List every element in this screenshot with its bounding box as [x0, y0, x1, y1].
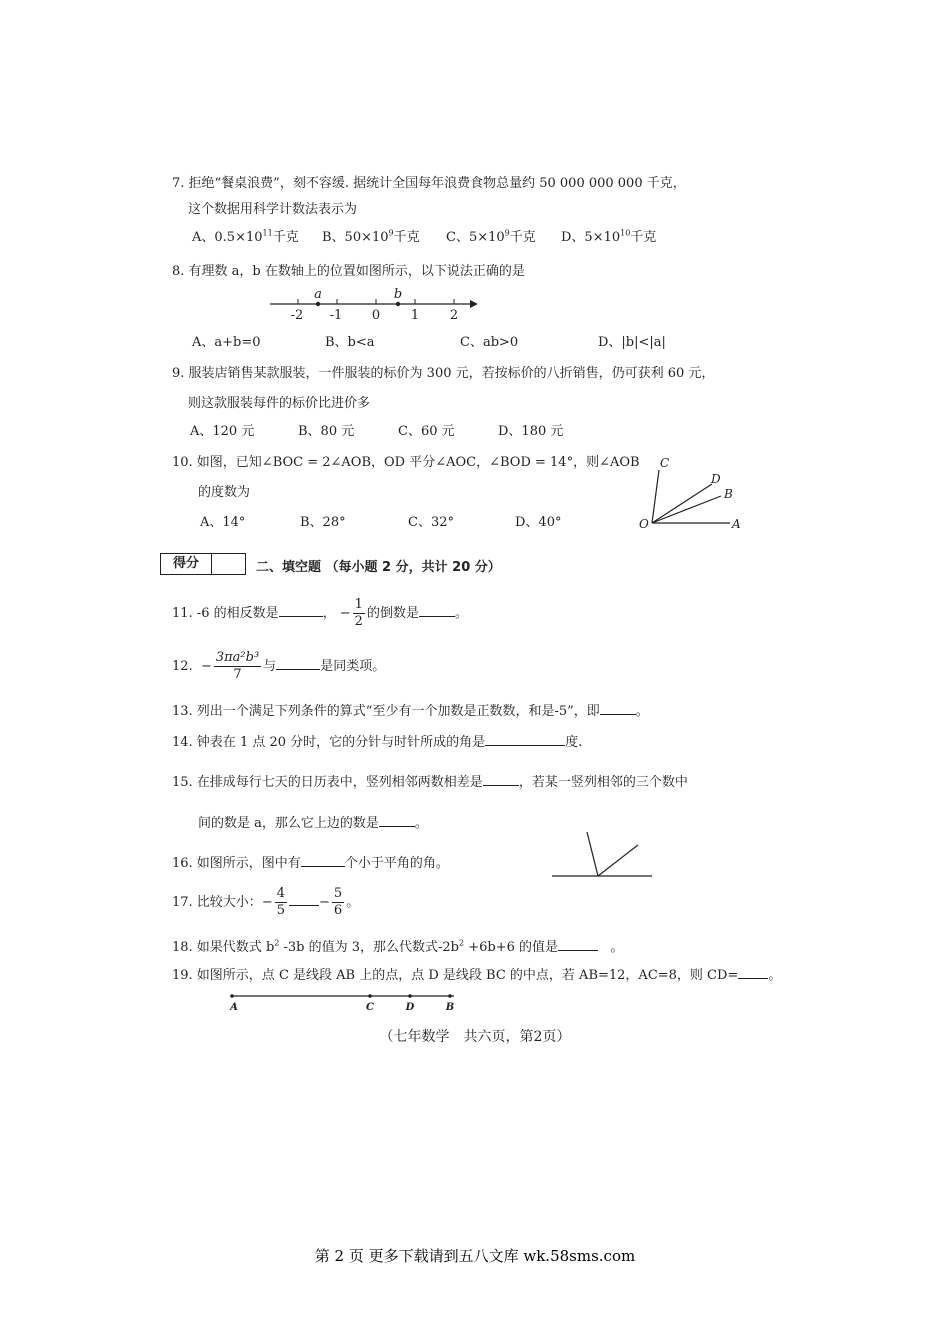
q10-option-b: B、28° [300, 515, 346, 530]
q19: 19. 如图所示，点 C 是线段 AB 上的点，点 D 是线段 BC 的中点，若 AB=12，AC=8，则 CD= 。 [172, 968, 782, 983]
q12-fraction: $\frac{\text{3πa²b³}}{7}$ [215, 650, 260, 682]
q9-option-b: B、80 元 [298, 424, 355, 439]
point-a-label: a [314, 287, 322, 302]
label-a: A [732, 517, 741, 531]
q9-option-a: A、120 元 [190, 424, 255, 439]
q17-fraction-1: $\frac{4}{5}$ [276, 886, 285, 918]
tick-neg2: -2 [290, 308, 304, 323]
label-o: O [639, 517, 649, 531]
q8-option-b: B、b<a [325, 335, 375, 350]
label-b: B [724, 487, 733, 501]
q7-option-d: D、$5\times 10^{10}$千克 [561, 228, 657, 245]
q10-line2: 的度数为 [198, 485, 251, 500]
label-a: A [230, 1002, 238, 1013]
label-c: C [660, 456, 670, 470]
q15-line1: 15. 在排成每行七天的日历表中，竖列相邻两数相差是 ，若某一竖列相邻的三个数中 [172, 775, 688, 790]
label-c: C [366, 1002, 374, 1013]
tick-neg1: -1 [329, 308, 343, 323]
q13: 13. 列出一个满足下列条件的算式“至少有一个加数是正数数，和是-5”，即 。 [172, 704, 649, 719]
q8-option-d: D、|b|<|a| [598, 335, 666, 350]
q7-line1: 7. 拒绝“餐桌浪费”，刻不容缓. 据统计全国每年浪费食物总量约 50 000 000 000 千克， [172, 176, 686, 191]
q15-line2: 间的数是 a，那么它上边的数是 。 [198, 816, 428, 831]
tick-0: 0 [371, 308, 381, 323]
q7-option-b: B、$50\times 10^9$千克 [322, 228, 420, 245]
q12: 12. − $\frac{\text{3πa²b³}}{7}$ 与 是同类项。 [172, 650, 386, 682]
q7-option-c: C、$5\times 10^9$千克 [446, 228, 536, 245]
q17-fraction-2: $\frac{5}{6}$ [333, 886, 343, 918]
page-info: （七年数学 共六页，第2页） [379, 1029, 571, 1045]
tick-1: 1 [410, 308, 420, 323]
download-footer: 第 2 页 更多下载请到五八文库 wk.58sms.com [314, 1247, 636, 1265]
tick-2: 2 [449, 308, 459, 323]
q10-option-c: C、32° [408, 515, 454, 530]
section-title: 二、填空题 （每小题 2 分，共计 20 分） [256, 560, 501, 575]
q10-option-a: A、14° [200, 515, 246, 530]
score-label: 得分 [161, 554, 212, 574]
q17: 17. 比较大小：− $\frac{4}{5}$ − $\frac{5}{6}$ 。 [172, 886, 360, 918]
q9-option-c: C、60 元 [398, 424, 455, 439]
label-d: D [711, 472, 721, 486]
q7-option-a: A、$0.5\times 10^{11}$千克 [192, 228, 299, 245]
q9-line1: 9. 服装店销售某款服装，一件服装的标价为 300 元，若按标价的八折销售，仍可获利 60 元， [172, 366, 715, 381]
q16: 16. 如图所示，图中有 个小于平角的角。 [172, 856, 449, 871]
q9-option-d: D、180 元 [498, 424, 564, 439]
label-d: D [405, 1002, 415, 1013]
q11: 11. -6 的相反数是 ， − $\frac{1}{2}$ 的倒数是 。 [172, 597, 468, 629]
q7-line2: 这个数据用科学计数法表示为 [188, 202, 358, 217]
q10-option-d: D、40° [515, 515, 562, 530]
point-b-label: b [393, 287, 403, 302]
q11-fraction: $\frac{1}{2}$ [354, 597, 363, 629]
q8-stem: 8. 有理数 a，b 在数轴上的位置如图所示，以下说法正确的是 [172, 264, 525, 279]
q8-option-c: C、ab>0 [460, 335, 519, 350]
q18: 18. 如果代数式 $b^2$ -3b 的值为 3，那么代数式$-2b^2 +6b+6$ 的值是 。 [172, 938, 624, 955]
q14: 14. 钟表在 1 点 20 分时，它的分针与时针所成的角是 度. [172, 735, 583, 750]
q10-line1: 10. 如图，已知∠BOC = 2∠AOB，OD 平分∠AOC，∠BOD = 14°，则∠AOB [172, 455, 640, 470]
q8-option-a: A、a+b=0 [192, 335, 261, 350]
q9-line2: 则这款服装每件的标价比进价多 [188, 396, 371, 411]
label-b: B [445, 1002, 455, 1013]
